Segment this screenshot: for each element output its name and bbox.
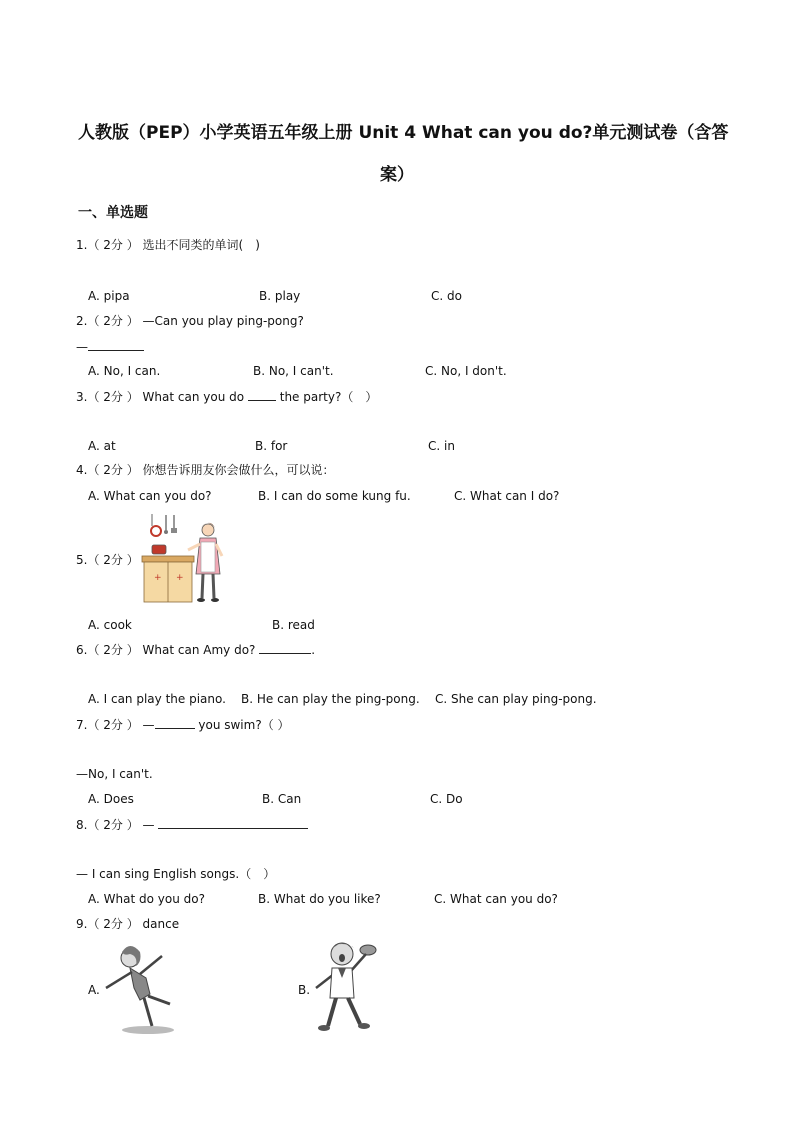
question-prefix: 6.（ 2分 ） [76,643,139,657]
question-stem: 你想告诉朋友你会做什么，可以说： [142,463,335,477]
option-5b[interactable]: B. read [272,618,315,632]
option-3a[interactable]: A. at [88,439,116,453]
question-8-reply: — I can sing English songs.（ ） [76,867,276,881]
section-heading: 一、单选题 [78,205,148,221]
question-prefix: 3.（ 2分 ） [76,390,139,404]
question-2-answer-line: — [76,338,144,355]
option-1b[interactable]: B. play [259,289,301,303]
question-stem: What can you do [142,390,245,404]
question-prefix: 9.（ 2分 ） [76,917,139,931]
option-2a[interactable]: A. No, I can. [88,364,161,378]
question-stem: —Can you play ping-pong? [142,314,304,328]
question-1 [76,237,260,253]
page-title-line2: 案） [380,165,414,185]
question-prefix: 1.（ 2分 ） [76,238,139,252]
option-2c[interactable]: C. No, I don't. [425,364,507,378]
woman-cooking-picture [138,512,230,606]
option-9a[interactable]: A. [88,983,100,997]
answer-blank[interactable] [248,388,276,401]
option-7b[interactable]: B. Can [262,792,302,806]
option-1c[interactable]: C. do [431,289,462,303]
question-5 [76,552,139,568]
question-stem-end: the party?（ ） [279,390,378,404]
option-9b[interactable]: B. [298,983,311,997]
option-8b[interactable]: B. What do you like? [258,892,381,906]
question-7: 7.（ 2分 ） — you swim?（ ） [76,718,290,732]
question-stem: dance [142,917,180,931]
svg-text:+: + [154,573,162,583]
option-3c[interactable]: C. in [428,439,455,453]
answer-blank[interactable] [259,641,311,654]
option-4a[interactable]: A. What can you do? [88,489,212,503]
question-9 [76,916,179,932]
option-7c[interactable]: C. Do [430,792,463,806]
option-6c[interactable]: C. She can play ping-pong. [435,692,597,706]
svg-text:+: + [176,573,184,583]
question-prefix: 7.（ 2分 ） [76,718,139,732]
answer-blank[interactable] [88,338,144,351]
option-5a[interactable]: A. cook [88,618,132,632]
option-2b[interactable]: B. No, I can't. [253,364,334,378]
answer-blank[interactable] [158,816,308,829]
option-8c[interactable]: C. What can you do? [434,892,558,906]
option-8a[interactable]: A. What do you do? [88,892,205,906]
question-2 [76,313,304,329]
question-stem: 选出不同类的单词( ) [142,238,260,252]
option-3b[interactable]: B. for [255,439,288,453]
option-6a[interactable]: A. I can play the piano. [88,692,226,706]
question-prefix: 8.（ 2分 ） [76,818,139,832]
question-8: 8.（ 2分 ） — [76,816,308,833]
answer-blank[interactable] [155,716,195,729]
option-6b[interactable]: B. He can play the ping-pong. [241,692,420,706]
option-1a[interactable]: A. pipa [88,289,130,303]
singing-boy-picture [310,938,380,1034]
ballet-dancer-picture [100,938,180,1036]
option-4c[interactable]: C. What can I do? [454,489,560,503]
question-prefix: 4.（ 2分 ） [76,463,139,477]
option-7a[interactable]: A. Does [88,792,134,806]
question-prefix: 2.（ 2分 ） [76,314,139,328]
question-4 [76,462,335,478]
question-stem: What can Amy do? [142,643,256,657]
question-6: 6.（ 2分 ） What can Amy do? . [76,643,316,657]
question-7-reply: —No, I can't. [76,767,153,781]
question-3 [76,388,377,405]
option-4b[interactable]: B. I can do some kung fu. [258,489,411,503]
page-title-line1: 人教版（PEP）小学英语五年级上册 Unit 4 What can you do?单元测试卷（含答 [78,123,729,143]
question-prefix: 5.（ 2分 ） [76,553,139,567]
question-stem-end: you swim?（ ） [198,718,290,732]
